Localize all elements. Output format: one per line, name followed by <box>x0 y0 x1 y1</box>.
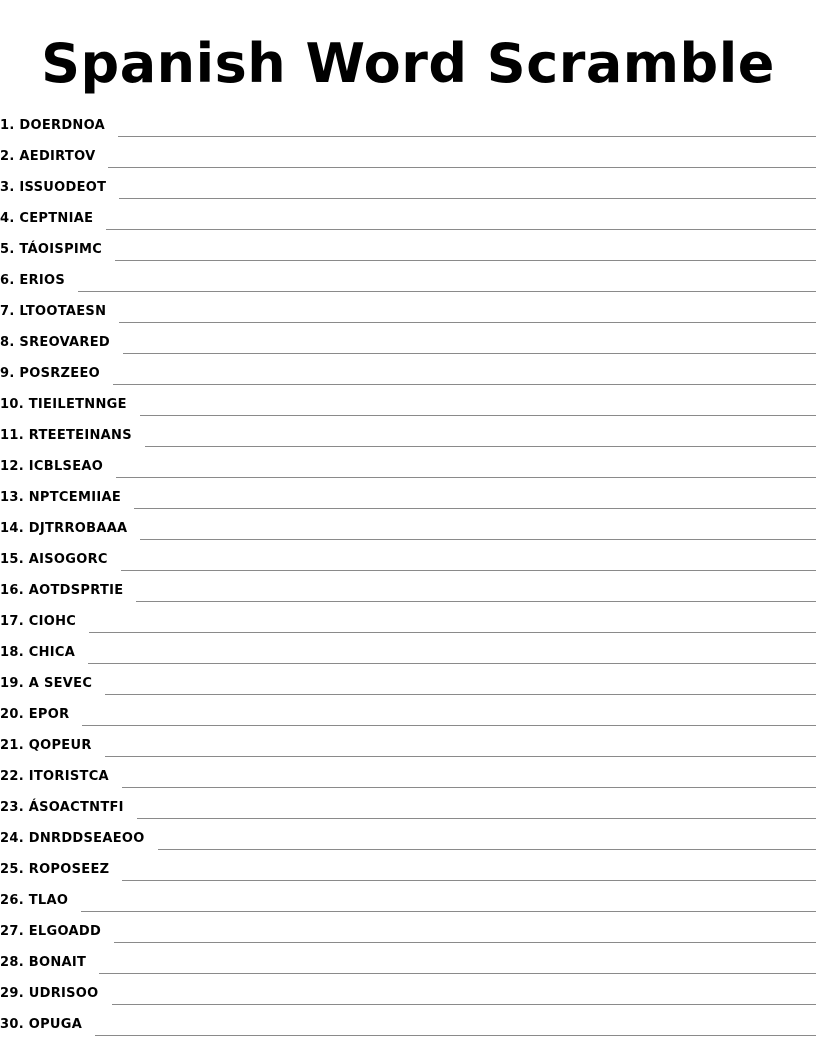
scrambled-word: 7. LTOOTAESN <box>0 304 107 319</box>
answer-line[interactable] <box>112 1004 816 1005</box>
answer-line[interactable] <box>122 787 816 788</box>
scrambled-word: 5. TÁOISPIMC <box>0 242 103 257</box>
answer-line[interactable] <box>89 632 816 633</box>
scrambled-word: 8. SREOVARED <box>0 335 110 350</box>
scrambled-word: 6. ERIOS <box>0 273 66 288</box>
scrambled-word: 13. NPTCEMIIAE <box>0 490 122 505</box>
answer-line[interactable] <box>114 942 816 943</box>
scrambled-word: 30. OPUGA <box>0 1017 83 1032</box>
list-item <box>0 913 816 944</box>
answer-line[interactable] <box>106 229 816 230</box>
list-item <box>0 944 816 975</box>
list-item <box>0 417 816 448</box>
answer-line[interactable] <box>105 694 816 695</box>
scrambled-word: 28. BONAIT <box>0 955 87 970</box>
list-item <box>0 324 816 355</box>
list-item <box>0 665 816 696</box>
list-item <box>0 975 816 1006</box>
answer-line[interactable] <box>158 849 816 850</box>
scramble-list <box>0 107 816 1037</box>
list-item <box>0 138 816 169</box>
scrambled-word: 4. CEPTNIAE <box>0 211 94 226</box>
list-item <box>0 758 816 789</box>
list-item <box>0 262 816 293</box>
list-item <box>0 541 816 572</box>
answer-line[interactable] <box>105 756 816 757</box>
list-item <box>0 789 816 820</box>
list-item <box>0 820 816 851</box>
list-item <box>0 293 816 324</box>
scrambled-word: 17. CIOHC <box>0 614 77 629</box>
answer-line[interactable] <box>82 725 816 726</box>
list-item <box>0 355 816 386</box>
list-item <box>0 200 816 231</box>
scrambled-word: 27. ELGOADD <box>0 924 102 939</box>
list-item <box>0 634 816 665</box>
answer-line[interactable] <box>145 446 816 447</box>
answer-line[interactable] <box>140 539 816 540</box>
answer-line[interactable] <box>81 911 816 912</box>
scrambled-word: 1. DOERDNOA <box>0 118 105 133</box>
scrambled-word: 22. ITORISTCA <box>0 769 109 784</box>
answer-line[interactable] <box>134 508 816 509</box>
answer-line[interactable] <box>108 167 816 168</box>
answer-line[interactable] <box>78 291 816 292</box>
scrambled-word: 11. RTEETEINANS <box>0 428 132 443</box>
scrambled-word: 20. EPOR <box>0 707 70 722</box>
scrambled-word: 3. ISSUODEOT <box>0 180 107 195</box>
scrambled-word: 9. POSRZEEO <box>0 366 101 381</box>
list-item <box>0 510 816 541</box>
list-item <box>0 448 816 479</box>
scrambled-word: 24. DNRDDSEAEOO <box>0 831 145 846</box>
answer-line[interactable] <box>119 198 816 199</box>
answer-line[interactable] <box>136 601 816 602</box>
scrambled-word: 18. CHICA <box>0 645 76 660</box>
answer-line[interactable] <box>137 818 816 819</box>
scrambled-word: 26. TLAO <box>0 893 69 908</box>
answer-line[interactable] <box>116 477 816 478</box>
list-item <box>0 603 816 634</box>
list-item <box>0 1006 816 1037</box>
scrambled-word: 12. ICBLSEAO <box>0 459 104 474</box>
answer-line[interactable] <box>95 1035 816 1036</box>
list-item <box>0 107 816 138</box>
page-title: Spanish Word Scramble <box>41 32 775 95</box>
scrambled-word: 15. AISOGORC <box>0 552 108 567</box>
scrambled-word: 10. TIEILETNNGE <box>0 397 127 412</box>
list-item <box>0 386 816 417</box>
list-item <box>0 479 816 510</box>
list-item <box>0 727 816 758</box>
list-item <box>0 231 816 262</box>
scrambled-word: 16. AOTDSPRTIE <box>0 583 124 598</box>
scrambled-word: 23. ÁSOACTNTFI <box>0 800 124 815</box>
scrambled-word: 2. AEDIRTOV <box>0 149 96 164</box>
answer-line[interactable] <box>119 322 816 323</box>
list-item <box>0 169 816 200</box>
answer-line[interactable] <box>122 880 816 881</box>
answer-line[interactable] <box>113 384 816 385</box>
answer-line[interactable] <box>140 415 816 416</box>
scrambled-word: 25. ROPOSEEZ <box>0 862 110 877</box>
answer-line[interactable] <box>115 260 816 261</box>
answer-line[interactable] <box>99 973 816 974</box>
scrambled-word: 21. QOPEUR <box>0 738 92 753</box>
scrambled-word: 19. A SEVEC <box>0 676 93 691</box>
list-item <box>0 882 816 913</box>
list-item <box>0 572 816 603</box>
scrambled-word: 29. UDRISOO <box>0 986 99 1001</box>
scrambled-word: 14. DJTRROBAAA <box>0 521 128 536</box>
answer-line[interactable] <box>88 663 816 664</box>
list-item <box>0 851 816 882</box>
list-item <box>0 696 816 727</box>
answer-line[interactable] <box>121 570 816 571</box>
answer-line[interactable] <box>118 136 816 137</box>
answer-line[interactable] <box>123 353 816 354</box>
